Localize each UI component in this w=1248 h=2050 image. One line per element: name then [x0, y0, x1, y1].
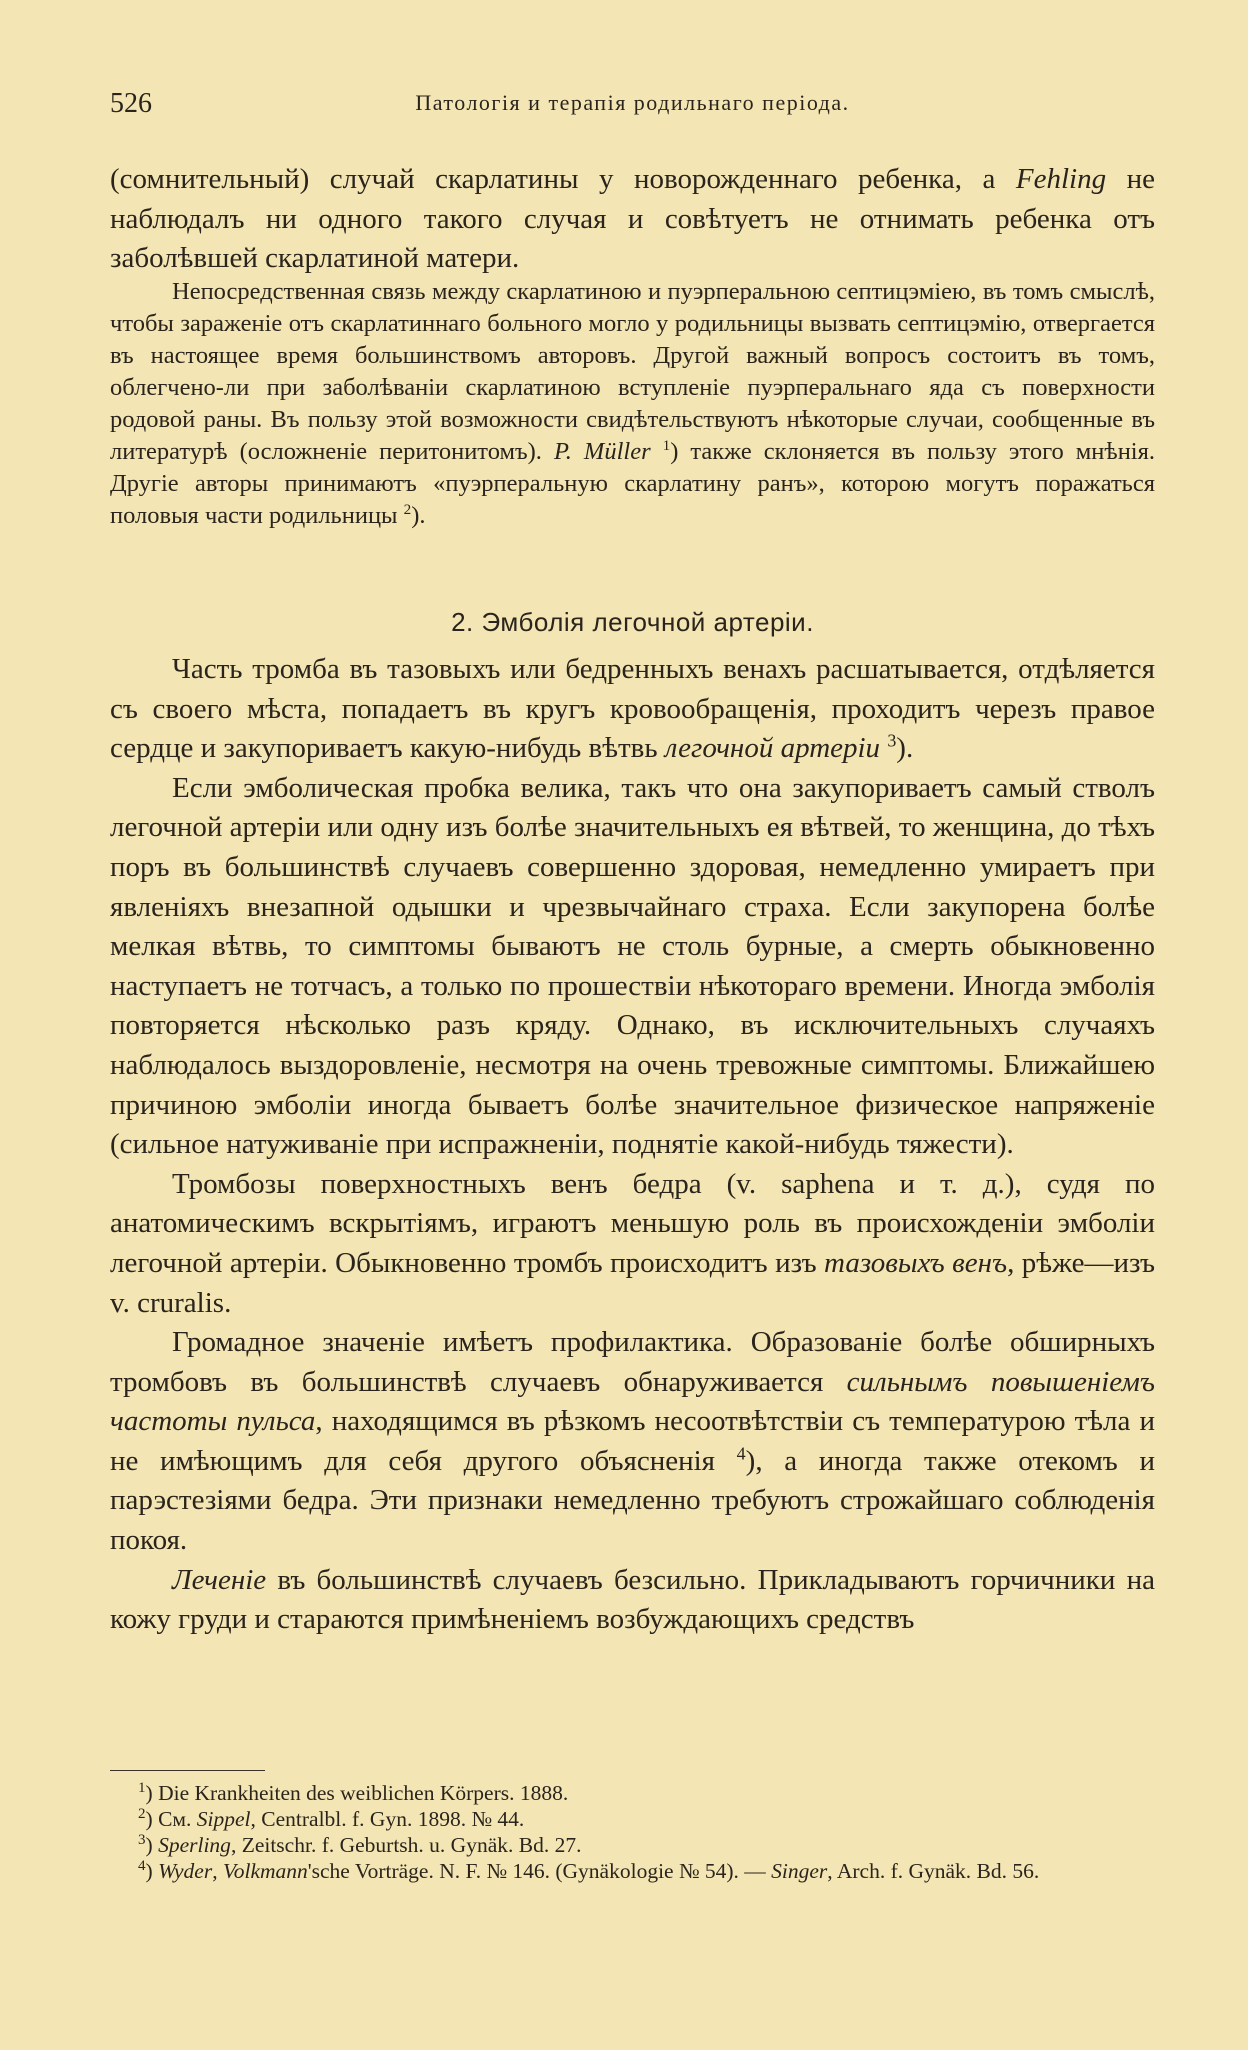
footnote-text: , Centralbl. f. Gyn. 1898. № 44.	[250, 1807, 525, 1831]
paragraph-text: ).	[896, 732, 914, 765]
author-name: Singer	[771, 1859, 828, 1883]
footnote-text: ) См.	[145, 1807, 197, 1831]
footnote-ref[interactable]: 2	[403, 500, 412, 518]
paragraph	[110, 1561, 1155, 1640]
intro-text: (сомнительный) случай скарлатины у новорожденнаго ребенка, а	[110, 163, 1016, 195]
author-name: P. Müller	[553, 438, 651, 465]
footnote	[110, 1780, 1155, 1806]
page-header	[110, 88, 1155, 128]
paragraph-text: , рѣже—изъ v. cruralis.	[110, 1246, 1156, 1319]
author-name: Sperling	[158, 1833, 231, 1857]
small-text: Непосредственная связь между скарлатиною и пуэрперальною септицэміею, въ томъ смыслѣ, чтобы зараженіе отъ скарлатиннаго больного могло у родильницы вызвать септицэмію, отвергается въ настоящее время большинствомъ авторовъ. Другой важный вопросъ состоитъ въ томъ, облегчено-ли при заболѣваніи скарлатиною вступленіе пуэрперальнаго яда съ поверхности родовой раны. Въ пользу этой возможности свидѣтельствуютъ нѣкоторые случаи, сообщенные въ литературѣ (осложненіе перитонитомъ).	[110, 278, 1155, 465]
footnote-ref[interactable]: 1	[662, 436, 671, 454]
author-name: Volkmann	[222, 1859, 308, 1883]
footnotes	[110, 1780, 1155, 1884]
intro-paragraph	[110, 160, 1155, 279]
small-text: также склоняется въ пользу этого мнѣнія. Другіе авторы принимаютъ «пуэрперальную скарлатину ранъ», которою могутъ поражаться половыя части родильницы	[110, 438, 1156, 529]
footnote-text: ) Die Krankheiten des weiblichen Körpers. 1888.	[145, 1781, 569, 1805]
footnote-text: 'sche Vorträge. N. F. № 146. (Gynäkologie № 54). —	[307, 1859, 772, 1883]
main-text	[110, 650, 1155, 1640]
author-name: Sippel	[196, 1807, 251, 1831]
footnote	[110, 1858, 1155, 1884]
footnote-divider	[110, 1770, 265, 1771]
emphasis: легочной артеріи	[664, 732, 881, 765]
footnote-text: )	[145, 1833, 159, 1857]
running-title: Патологія и терапія родильнаго періода.	[415, 90, 850, 115]
footnote-ref[interactable]: 3	[887, 730, 897, 751]
paragraph-text: Тромбозы поверхностныхъ венъ бедра (v. saphena и т. д.), судя по анатомическимъ вскрытіямъ, играютъ меньшую роль въ происхожденіи эмболіи легочной артеріи. Обыкновенно тромбъ происходитъ изъ	[110, 1167, 1155, 1279]
footnote-mark: 1	[138, 1779, 146, 1796]
paragraph: Если эмболическая пробка велика, такъ что она закупориваетъ самый стволъ легочной артеріи или одну изъ болѣе значительныхъ ея вѣтвей, то женщина, до тѣхъ поръ въ большинствѣ случаевъ совершенно здоровая, немедленно умираетъ при явленіяхъ внезапной одышки и чрезвычайнаго страха. Если закупорена болѣе мелкая вѣтвь, то симптомы бываютъ не столь бурные, а смерть обыкновенно наступаетъ не тотчасъ, а только по прошествіи нѣкотораго времени. Иногда эмболія повторяется нѣсколько разъ кряду. Однако, въ исключительныхъ случаяхъ наблюдалось выздоровленіе, несмотря на очень тревожные симптомы. Ближайшею причиною эмболіи иногда бываетъ болѣе значительное физическое напряженіе (сильное натуживаніе при испражненіи, поднятіе какой-нибудь тяжести).	[110, 771, 1155, 1161]
author-name: Fehling	[1015, 163, 1107, 195]
paragraph	[110, 1165, 1155, 1323]
footnote-mark: 4	[138, 1857, 146, 1874]
paragraph-text: Часть тромба въ тазовыхъ или бедренныхъ венахъ расшатывается, отдѣляется съ своего мѣста, попадаетъ въ кругъ кровообращенія, проходитъ черезъ правое сердце и закупориваетъ какую-нибудь вѣтвь	[110, 653, 1155, 765]
footnote-text: ,	[212, 1859, 223, 1883]
footnote	[110, 1832, 1155, 1858]
paragraph-text: въ большинствѣ случаевъ безсильно. Прикладываютъ горчичники на кожу груди и стараются примѣненіемъ возбуждающихъ средствъ	[110, 1563, 1155, 1636]
footnote-text: , Zeitschr. f. Geburtsh. u. Gynäk. Bd. 27.	[230, 1833, 582, 1857]
footnote-mark: 3	[138, 1831, 146, 1848]
small-print-paragraph: Непосредственная связь между скарлатиною и пуэрперальною септицэміею, въ томъ смыслѣ, чтобы зараженіе отъ скарлатиннаго больного могло у родильницы вызвать септицэмію, отвергается въ настоящее время большинствомъ авторовъ. Другой важный вопросъ состоитъ въ томъ, облегчено-ли при заболѣваніи скарлатиною вступленіе пуэрперальнаго яда съ поверхности родовой раны. Въ пользу этой возможности свидѣтельствуютъ нѣкоторые случаи, сообщенные въ литературѣ (осложненіе перитонитомъ). P. Müller $^1$) также склоняется въ пользу этого мнѣнія. Другіе авторы принимаютъ «пуэрперальную скарлатину ранъ», которою могутъ поражаться половыя части родильницы $^2$).	[110, 278, 1156, 529]
paragraph-text: Громадное значеніе имѣетъ профилактика. Образованіе болѣе обширныхъ тромбовъ въ большинствѣ случаевъ обнаруживается	[110, 1326, 1155, 1398]
small-text: ).	[411, 502, 426, 529]
footnote-mark: 2	[138, 1805, 146, 1822]
author-name: Wyder	[158, 1859, 213, 1883]
paragraph	[110, 650, 1155, 769]
emphasis: сильнымъ повышеніемъ частоты пульса	[110, 1365, 1155, 1438]
footnote-text: , Arch. f. Gynäk. Bd. 56.	[827, 1859, 1040, 1883]
paragraph	[110, 1323, 1155, 1561]
paragraph-text: , находящимся въ рѣзкомъ несоотвѣтствіи съ температурою тѣла и не имѣющимъ для себя другого объясненія	[110, 1405, 1155, 1477]
emphasis: тазовыхъ венъ	[824, 1246, 1008, 1279]
intro-text: не наблюдалъ ни одного такого случая и совѣтуетъ не отнимать ребенка отъ заболѣвшей скарлатиной матери.	[110, 163, 1155, 275]
footnote	[110, 1806, 1155, 1832]
section-heading: 2. Эмболія легочной артеріи.	[451, 607, 814, 637]
footnote-ref[interactable]: 4	[736, 1443, 746, 1464]
page-number: 526	[110, 88, 152, 119]
emphasis: Леченіе	[172, 1563, 267, 1596]
paragraph-text: ), а иногда также отекомъ и парэстезіями бедра. Эти признаки немедленно требуютъ строжайшаго соблюденія покоя.	[110, 1444, 1155, 1557]
footnote-text: )	[145, 1859, 159, 1883]
